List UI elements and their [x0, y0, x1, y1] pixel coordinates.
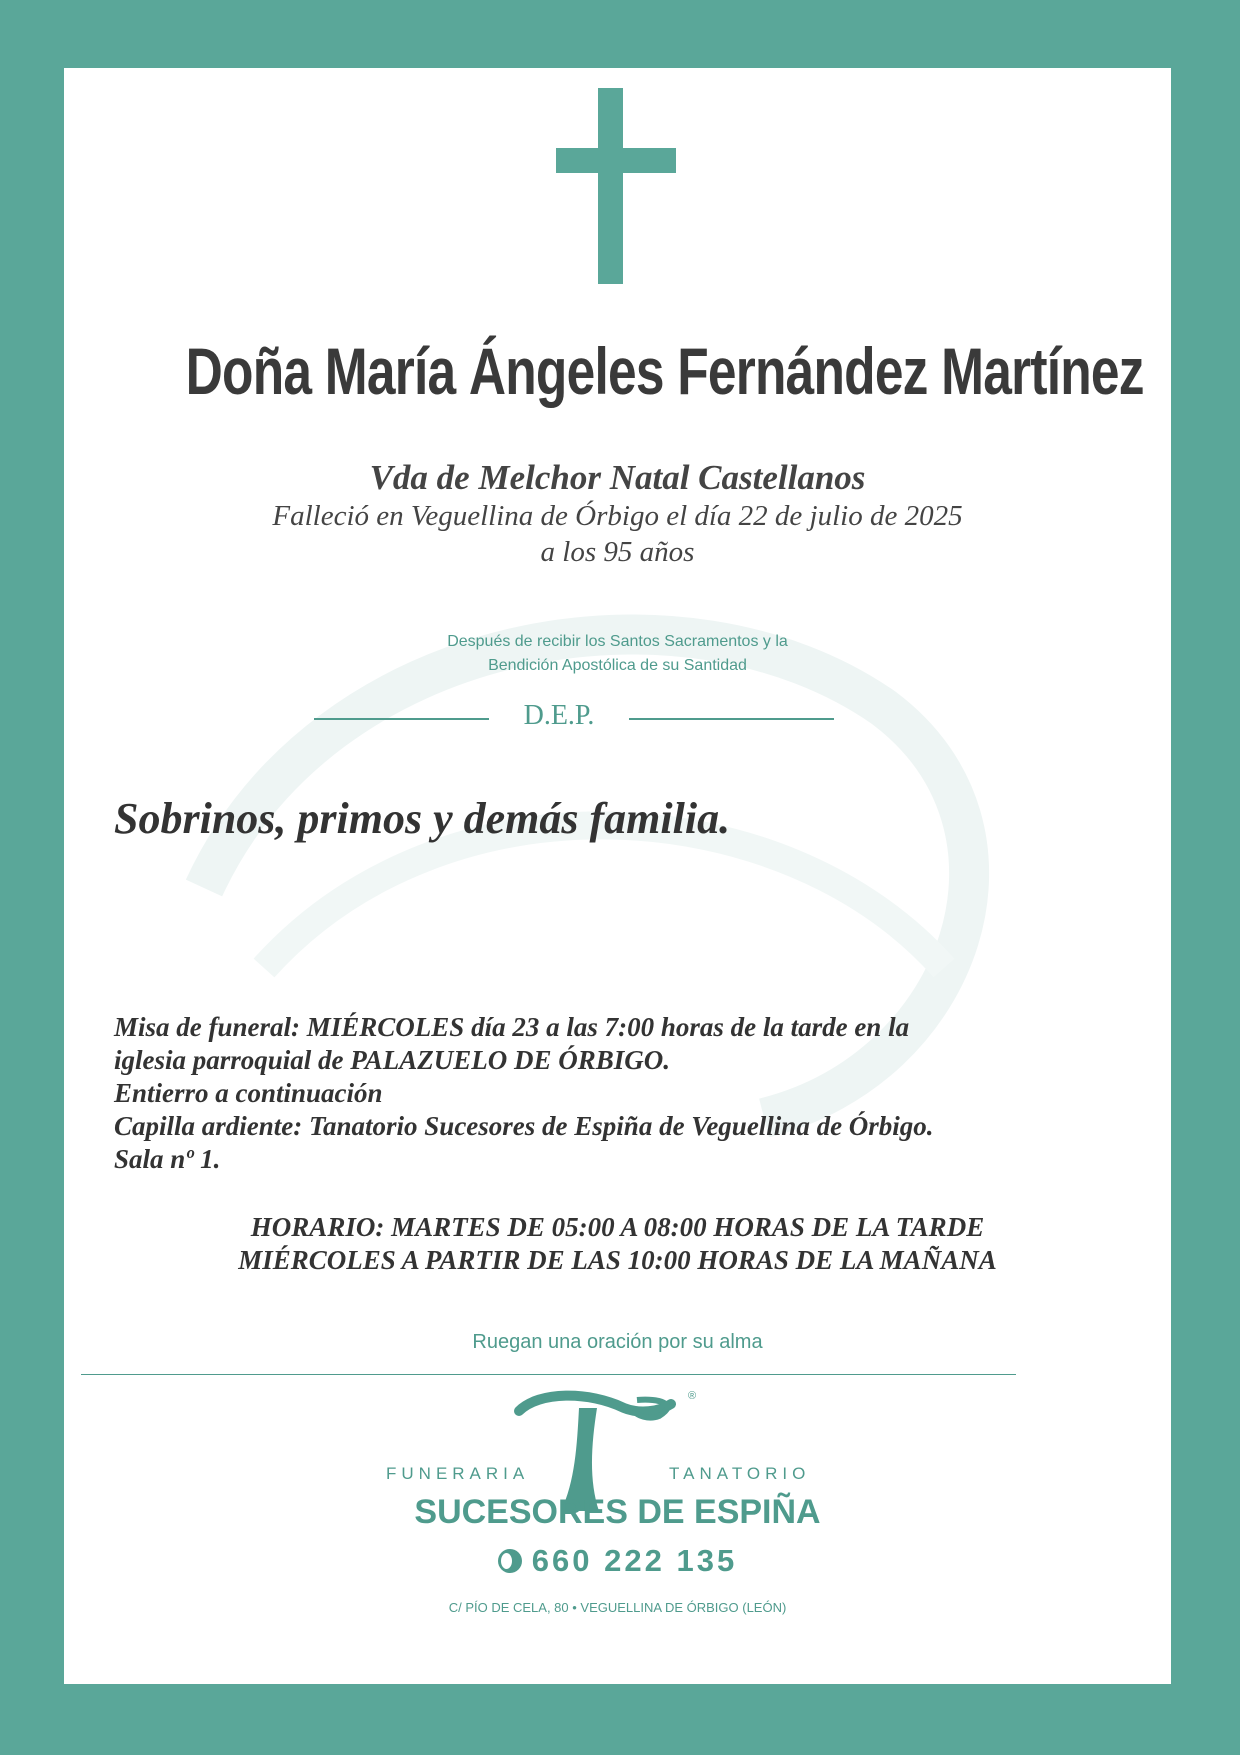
- obituary-sheet: [64, 68, 1171, 1684]
- details-line: iglesia parroquial de PALAZUELO DE ÓRBIGO.: [114, 1045, 671, 1075]
- funeraria-label: FUNERARIA: [386, 1464, 530, 1483]
- family-line: Sobrinos, primos y demás familia.: [114, 794, 731, 843]
- footer-divider: [81, 1374, 1016, 1375]
- details-line: Entierro a continuación: [114, 1078, 383, 1108]
- schedule-line: MIÉRCOLES A PARTIR DE LAS 10:00 HORAS DE LA MAÑANA: [238, 1245, 997, 1275]
- prayer-request: Ruegan una oración por su alma: [472, 1331, 763, 1353]
- cross-icon: [556, 88, 676, 284]
- widow-line: Vda de Melchor Natal Castellanos: [369, 458, 866, 497]
- phone-text: 660 222 135: [531, 1543, 738, 1578]
- company-name: SUCESORES DE ESPIÑA: [414, 1493, 821, 1531]
- funeral-details: [114, 1011, 1114, 1176]
- phone-number: [64, 1543, 1171, 1579]
- age-line: a los 95 años: [540, 536, 695, 568]
- sacraments-line-2: Bendición Apostólica de su Santidad: [488, 657, 747, 674]
- details-line: Capilla ardiente: Tanatorio Sucesores de Espiña de Veguellina de Órbigo.: [114, 1111, 934, 1141]
- address: C/ PÍO DE CELA, 80 • VEGUELLINA DE ÓRBIGO (LEÓN): [448, 1600, 787, 1615]
- dep-divider: [314, 698, 914, 738]
- death-line: Falleció en Veguellina de Órbigo el día 22 de julio de 2025: [272, 500, 963, 532]
- tanatorio-label: TANATORIO: [669, 1464, 811, 1483]
- deceased-name: Doña María Ángeles Fernández Martínez: [185, 334, 1144, 408]
- divider-line-left: [314, 718, 489, 720]
- divider-line-right: [629, 718, 834, 720]
- registered-mark: ®: [688, 1390, 697, 1402]
- visiting-schedule: [64, 1211, 1171, 1277]
- details-line: Sala nº 1.: [114, 1144, 221, 1174]
- schedule-line: HORARIO: MARTES DE 05:00 A 08:00 HORAS DE LA TARDE: [250, 1212, 985, 1242]
- details-line: Misa de funeral: MIÉRCOLES día 23 a las 7:00 horas de la tarde en la: [114, 1012, 910, 1042]
- sacraments-line-1: Después de recibir los Santos Sacramentos y la: [447, 633, 788, 650]
- phone-icon: [498, 1549, 522, 1573]
- sacraments-text: [64, 630, 1171, 678]
- dep-text: D.E.P.: [523, 700, 595, 731]
